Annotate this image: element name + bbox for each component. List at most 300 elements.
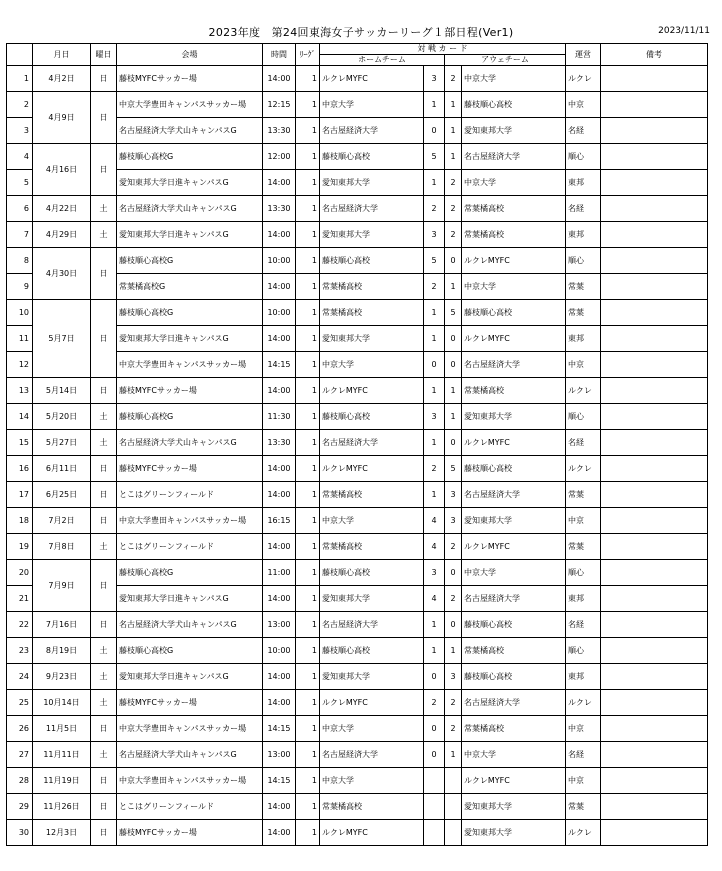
away-team: 名古屋経済大学 bbox=[462, 482, 566, 508]
home-score: 1 bbox=[424, 482, 445, 508]
match-day: 土 bbox=[91, 404, 117, 430]
match-league: 1 bbox=[296, 66, 320, 92]
match-league: 1 bbox=[296, 118, 320, 144]
match-time: 13:30 bbox=[263, 196, 296, 222]
match-time: 13:00 bbox=[263, 742, 296, 768]
table-row bbox=[7, 690, 708, 716]
away-team: 中京大学 bbox=[462, 66, 566, 92]
operator: ルクレ bbox=[566, 66, 601, 92]
row-number: 19 bbox=[7, 534, 33, 560]
home-team: 名古屋経済大学 bbox=[320, 196, 424, 222]
away-score: 0 bbox=[445, 352, 462, 378]
home-team: 常葉橘高校 bbox=[320, 534, 424, 560]
match-date: 5月27日 bbox=[33, 430, 91, 456]
header-number bbox=[7, 44, 33, 66]
match-league: 1 bbox=[296, 820, 320, 846]
match-date: 8月19日 bbox=[33, 638, 91, 664]
match-venue: 中京大学豊田キャンパスサッカー場 bbox=[117, 768, 263, 794]
row-number: 17 bbox=[7, 482, 33, 508]
note bbox=[601, 326, 708, 352]
home-score: 0 bbox=[424, 716, 445, 742]
match-venue: 愛知東邦大学日進キャンパスG bbox=[117, 326, 263, 352]
operator: 中京 bbox=[566, 768, 601, 794]
away-score: 5 bbox=[445, 300, 462, 326]
match-league: 1 bbox=[296, 794, 320, 820]
match-date: 11月5日 bbox=[33, 716, 91, 742]
row-number: 20 bbox=[7, 560, 33, 586]
match-date: 9月23日 bbox=[33, 664, 91, 690]
away-score: 1 bbox=[445, 638, 462, 664]
away-score: 2 bbox=[445, 66, 462, 92]
away-score: 2 bbox=[445, 196, 462, 222]
home-team: 藤枝順心高校 bbox=[320, 638, 424, 664]
match-date: 5月7日 bbox=[33, 300, 91, 378]
note bbox=[601, 430, 708, 456]
home-score: 3 bbox=[424, 404, 445, 430]
match-venue: 藤枝順心高校G bbox=[117, 300, 263, 326]
match-date: 7月16日 bbox=[33, 612, 91, 638]
match-day: 土 bbox=[91, 690, 117, 716]
row-number: 9 bbox=[7, 274, 33, 300]
match-league: 1 bbox=[296, 534, 320, 560]
table-row bbox=[7, 456, 708, 482]
away-team: 常葉橘高校 bbox=[462, 638, 566, 664]
home-score: 4 bbox=[424, 508, 445, 534]
match-day: 日 bbox=[91, 716, 117, 742]
note bbox=[601, 118, 708, 144]
table-row bbox=[7, 820, 708, 846]
row-number: 12 bbox=[7, 352, 33, 378]
home-team: 常葉橘高校 bbox=[320, 482, 424, 508]
match-league: 1 bbox=[296, 716, 320, 742]
table-row bbox=[7, 508, 708, 534]
match-time: 10:00 bbox=[263, 248, 296, 274]
note bbox=[601, 742, 708, 768]
page-title: 2023年度 第24回東海女子サッカーリーグ１部日程(Ver1) bbox=[208, 26, 514, 39]
home-score bbox=[424, 820, 445, 846]
match-date: 11月19日 bbox=[33, 768, 91, 794]
operator: 東邦 bbox=[566, 664, 601, 690]
match-venue: 藤枝順心高校G bbox=[117, 560, 263, 586]
header-date: 月日 bbox=[33, 44, 91, 66]
match-venue: 名古屋経済大学犬山キャンパスG bbox=[117, 612, 263, 638]
away-score: 3 bbox=[445, 508, 462, 534]
match-venue: 愛知東邦大学日進キャンパスG bbox=[117, 586, 263, 612]
note bbox=[601, 690, 708, 716]
note bbox=[601, 352, 708, 378]
match-day: 土 bbox=[91, 664, 117, 690]
match-venue: 愛知東邦大学日進キャンパスG bbox=[117, 170, 263, 196]
match-time: 10:00 bbox=[263, 638, 296, 664]
operator: 常葉 bbox=[566, 300, 601, 326]
away-score: 1 bbox=[445, 742, 462, 768]
match-league: 1 bbox=[296, 560, 320, 586]
match-league: 1 bbox=[296, 352, 320, 378]
away-team: ルクレMYFC bbox=[462, 768, 566, 794]
note bbox=[601, 768, 708, 794]
home-team: 愛知東邦大学 bbox=[320, 222, 424, 248]
home-score: 0 bbox=[424, 664, 445, 690]
operator: ルクレ bbox=[566, 820, 601, 846]
table-row bbox=[7, 534, 708, 560]
row-number: 30 bbox=[7, 820, 33, 846]
header-match-card: 対 戦 カ ー ド bbox=[320, 44, 566, 55]
match-date: 11月26日 bbox=[33, 794, 91, 820]
schedule-table bbox=[6, 43, 708, 846]
match-league: 1 bbox=[296, 430, 320, 456]
away-score: 1 bbox=[445, 404, 462, 430]
row-number: 29 bbox=[7, 794, 33, 820]
match-league: 1 bbox=[296, 664, 320, 690]
match-league: 1 bbox=[296, 170, 320, 196]
note bbox=[601, 196, 708, 222]
match-time: 11:30 bbox=[263, 404, 296, 430]
header-time: 時間 bbox=[263, 44, 296, 66]
home-score bbox=[424, 768, 445, 794]
table-row bbox=[7, 66, 708, 92]
home-score: 1 bbox=[424, 300, 445, 326]
note bbox=[601, 820, 708, 846]
row-number: 15 bbox=[7, 430, 33, 456]
match-venue: 名古屋経済大学犬山キャンパスG bbox=[117, 430, 263, 456]
match-league: 1 bbox=[296, 378, 320, 404]
match-venue: 藤枝順心高校G bbox=[117, 248, 263, 274]
table-row bbox=[7, 612, 708, 638]
match-time: 14:00 bbox=[263, 274, 296, 300]
home-team: 名古屋経済大学 bbox=[320, 742, 424, 768]
away-team: 常葉橘高校 bbox=[462, 378, 566, 404]
match-date: 4月9日 bbox=[33, 92, 91, 144]
row-number: 27 bbox=[7, 742, 33, 768]
home-score: 1 bbox=[424, 638, 445, 664]
match-day: 土 bbox=[91, 222, 117, 248]
home-team: 愛知東邦大学 bbox=[320, 170, 424, 196]
note bbox=[601, 664, 708, 690]
home-team: 愛知東邦大学 bbox=[320, 664, 424, 690]
note bbox=[601, 404, 708, 430]
row-number: 24 bbox=[7, 664, 33, 690]
away-score: 0 bbox=[445, 326, 462, 352]
match-time: 14:00 bbox=[263, 326, 296, 352]
match-date: 4月30日 bbox=[33, 248, 91, 300]
row-number: 10 bbox=[7, 300, 33, 326]
match-day: 日 bbox=[91, 482, 117, 508]
match-time: 14:15 bbox=[263, 716, 296, 742]
home-score: 3 bbox=[424, 222, 445, 248]
match-league: 1 bbox=[296, 326, 320, 352]
home-score: 4 bbox=[424, 586, 445, 612]
note bbox=[601, 378, 708, 404]
match-venue: 中京大学豊田キャンパスサッカー場 bbox=[117, 508, 263, 534]
home-team: 愛知東邦大学 bbox=[320, 586, 424, 612]
home-team: 藤枝順心高校 bbox=[320, 560, 424, 586]
away-team: 常葉橘高校 bbox=[462, 196, 566, 222]
operator: 名経 bbox=[566, 742, 601, 768]
home-score: 1 bbox=[424, 612, 445, 638]
note bbox=[601, 274, 708, 300]
match-time: 12:15 bbox=[263, 92, 296, 118]
operator: 東邦 bbox=[566, 326, 601, 352]
away-team: 中京大学 bbox=[462, 274, 566, 300]
row-number: 8 bbox=[7, 248, 33, 274]
match-venue: 藤枝MYFCサッカー場 bbox=[117, 66, 263, 92]
header-home-team: ホームチーム bbox=[320, 55, 445, 66]
match-league: 1 bbox=[296, 196, 320, 222]
row-number: 18 bbox=[7, 508, 33, 534]
table-row bbox=[7, 664, 708, 690]
away-score: 2 bbox=[445, 222, 462, 248]
table-row bbox=[7, 404, 708, 430]
operator: 名経 bbox=[566, 612, 601, 638]
match-time: 14:00 bbox=[263, 690, 296, 716]
operator: 順心 bbox=[566, 144, 601, 170]
match-time: 16:15 bbox=[263, 508, 296, 534]
away-score: 1 bbox=[445, 274, 462, 300]
home-team: 中京大学 bbox=[320, 92, 424, 118]
table-row bbox=[7, 742, 708, 768]
home-score: 4 bbox=[424, 534, 445, 560]
operator: 常葉 bbox=[566, 534, 601, 560]
home-team: 中京大学 bbox=[320, 508, 424, 534]
operator: 東邦 bbox=[566, 170, 601, 196]
match-league: 1 bbox=[296, 248, 320, 274]
match-day: 日 bbox=[91, 66, 117, 92]
header-league: ﾘｰｸﾞ bbox=[296, 44, 320, 66]
match-venue: 常葉橘高校G bbox=[117, 274, 263, 300]
home-team: 藤枝順心高校 bbox=[320, 144, 424, 170]
row-number: 28 bbox=[7, 768, 33, 794]
home-team: 中京大学 bbox=[320, 352, 424, 378]
match-time: 14:00 bbox=[263, 66, 296, 92]
away-team: 中京大学 bbox=[462, 742, 566, 768]
match-venue: 藤枝MYFCサッカー場 bbox=[117, 456, 263, 482]
row-number: 25 bbox=[7, 690, 33, 716]
match-league: 1 bbox=[296, 456, 320, 482]
away-team: ルクレMYFC bbox=[462, 326, 566, 352]
match-date: 4月2日 bbox=[33, 66, 91, 92]
away-score: 2 bbox=[445, 534, 462, 560]
table-row bbox=[7, 300, 708, 326]
note bbox=[601, 170, 708, 196]
match-venue: 中京大学豊田キャンパスサッカー場 bbox=[117, 352, 263, 378]
away-team: 藤枝順心高校 bbox=[462, 612, 566, 638]
match-time: 12:00 bbox=[263, 144, 296, 170]
header-note: 備考 bbox=[601, 44, 708, 66]
note bbox=[601, 92, 708, 118]
match-time: 10:00 bbox=[263, 300, 296, 326]
away-score: 2 bbox=[445, 170, 462, 196]
away-score: 2 bbox=[445, 586, 462, 612]
match-league: 1 bbox=[296, 638, 320, 664]
match-date: 4月22日 bbox=[33, 196, 91, 222]
match-day: 日 bbox=[91, 508, 117, 534]
match-date: 5月14日 bbox=[33, 378, 91, 404]
operator: 中京 bbox=[566, 92, 601, 118]
header-operator: 運営 bbox=[566, 44, 601, 66]
away-score: 1 bbox=[445, 144, 462, 170]
match-time: 14:00 bbox=[263, 586, 296, 612]
away-team: 名古屋経済大学 bbox=[462, 586, 566, 612]
match-day: 日 bbox=[91, 820, 117, 846]
match-day: 日 bbox=[91, 768, 117, 794]
match-date: 11月11日 bbox=[33, 742, 91, 768]
match-league: 1 bbox=[296, 274, 320, 300]
home-team: 常葉橘高校 bbox=[320, 300, 424, 326]
away-score: 3 bbox=[445, 482, 462, 508]
match-league: 1 bbox=[296, 92, 320, 118]
home-score: 5 bbox=[424, 248, 445, 274]
home-team: ルクレMYFC bbox=[320, 66, 424, 92]
match-league: 1 bbox=[296, 222, 320, 248]
match-day: 日 bbox=[91, 144, 117, 196]
operator: 中京 bbox=[566, 508, 601, 534]
header-away-team: アウェチーム bbox=[445, 55, 566, 66]
operator: 順心 bbox=[566, 248, 601, 274]
away-team: 藤枝順心高校 bbox=[462, 92, 566, 118]
home-team: 藤枝順心高校 bbox=[320, 404, 424, 430]
match-day: 日 bbox=[91, 560, 117, 612]
match-date: 7月8日 bbox=[33, 534, 91, 560]
away-team: 藤枝順心高校 bbox=[462, 456, 566, 482]
home-score: 2 bbox=[424, 196, 445, 222]
match-time: 13:00 bbox=[263, 612, 296, 638]
home-team: 常葉橘高校 bbox=[320, 794, 424, 820]
match-venue: 名古屋経済大学犬山キャンパスG bbox=[117, 118, 263, 144]
operator: 中京 bbox=[566, 352, 601, 378]
away-team: ルクレMYFC bbox=[462, 248, 566, 274]
match-time: 13:30 bbox=[263, 118, 296, 144]
header-venue: 会場 bbox=[117, 44, 263, 66]
note bbox=[601, 300, 708, 326]
match-league: 1 bbox=[296, 404, 320, 430]
away-score: 5 bbox=[445, 456, 462, 482]
match-league: 1 bbox=[296, 612, 320, 638]
row-number: 2 bbox=[7, 92, 33, 118]
row-number: 3 bbox=[7, 118, 33, 144]
home-team: 名古屋経済大学 bbox=[320, 430, 424, 456]
away-score: 0 bbox=[445, 430, 462, 456]
match-day: 日 bbox=[91, 378, 117, 404]
home-score: 5 bbox=[424, 144, 445, 170]
home-score: 2 bbox=[424, 274, 445, 300]
match-day: 土 bbox=[91, 638, 117, 664]
match-time: 14:00 bbox=[263, 664, 296, 690]
match-time: 14:15 bbox=[263, 352, 296, 378]
match-venue: とこはグリーンフィールド bbox=[117, 794, 263, 820]
match-venue: 藤枝順心高校G bbox=[117, 638, 263, 664]
row-number: 13 bbox=[7, 378, 33, 404]
match-time: 14:00 bbox=[263, 534, 296, 560]
away-team: 愛知東邦大学 bbox=[462, 794, 566, 820]
operator: 中京 bbox=[566, 716, 601, 742]
away-team: 藤枝順心高校 bbox=[462, 664, 566, 690]
table-row bbox=[7, 482, 708, 508]
match-venue: 藤枝順心高校G bbox=[117, 404, 263, 430]
note bbox=[601, 716, 708, 742]
home-team: ルクレMYFC bbox=[320, 690, 424, 716]
operator: ルクレ bbox=[566, 378, 601, 404]
home-score bbox=[424, 794, 445, 820]
match-venue: 中京大学豊田キャンパスサッカー場 bbox=[117, 716, 263, 742]
match-date: 7月2日 bbox=[33, 508, 91, 534]
row-number: 4 bbox=[7, 144, 33, 170]
home-score: 0 bbox=[424, 742, 445, 768]
away-team: 愛知東邦大学 bbox=[462, 508, 566, 534]
home-score: 1 bbox=[424, 326, 445, 352]
away-score: 2 bbox=[445, 690, 462, 716]
home-team: 名古屋経済大学 bbox=[320, 612, 424, 638]
note bbox=[601, 144, 708, 170]
operator: 名経 bbox=[566, 196, 601, 222]
table-row bbox=[7, 144, 708, 170]
match-time: 14:00 bbox=[263, 820, 296, 846]
home-team: 常葉橘高校 bbox=[320, 274, 424, 300]
match-time: 14:00 bbox=[263, 222, 296, 248]
table-row bbox=[7, 222, 708, 248]
home-score: 1 bbox=[424, 378, 445, 404]
operator: ルクレ bbox=[566, 690, 601, 716]
note bbox=[601, 638, 708, 664]
home-score: 1 bbox=[424, 430, 445, 456]
away-team: 愛知東邦大学 bbox=[462, 118, 566, 144]
match-day: 日 bbox=[91, 300, 117, 378]
away-team: ルクレMYFC bbox=[462, 430, 566, 456]
row-number: 5 bbox=[7, 170, 33, 196]
away-team: 常葉橘高校 bbox=[462, 716, 566, 742]
note bbox=[601, 612, 708, 638]
home-score: 1 bbox=[424, 170, 445, 196]
away-team: ルクレMYFC bbox=[462, 534, 566, 560]
match-league: 1 bbox=[296, 482, 320, 508]
away-team: 中京大学 bbox=[462, 560, 566, 586]
away-team: 名古屋経済大学 bbox=[462, 690, 566, 716]
note bbox=[601, 794, 708, 820]
operator: 順心 bbox=[566, 404, 601, 430]
away-team: 愛知東邦大学 bbox=[462, 404, 566, 430]
match-time: 14:15 bbox=[263, 768, 296, 794]
home-score: 3 bbox=[424, 66, 445, 92]
revision-date: 2023/11/11 bbox=[658, 26, 710, 36]
match-league: 1 bbox=[296, 586, 320, 612]
table-row bbox=[7, 560, 708, 586]
operator: 名経 bbox=[566, 430, 601, 456]
match-venue: 名古屋経済大学犬山キャンパスG bbox=[117, 742, 263, 768]
table-row bbox=[7, 92, 708, 118]
operator: 常葉 bbox=[566, 274, 601, 300]
table-row bbox=[7, 378, 708, 404]
match-date: 5月20日 bbox=[33, 404, 91, 430]
home-team: 藤枝順心高校 bbox=[320, 248, 424, 274]
home-score: 2 bbox=[424, 690, 445, 716]
note bbox=[601, 560, 708, 586]
away-score: 0 bbox=[445, 248, 462, 274]
match-day: 土 bbox=[91, 196, 117, 222]
away-score: 0 bbox=[445, 560, 462, 586]
match-day: 土 bbox=[91, 742, 117, 768]
match-date: 4月16日 bbox=[33, 144, 91, 196]
home-score: 0 bbox=[424, 118, 445, 144]
match-date: 10月14日 bbox=[33, 690, 91, 716]
home-team: 愛知東邦大学 bbox=[320, 326, 424, 352]
match-date: 4月29日 bbox=[33, 222, 91, 248]
match-venue: 藤枝MYFCサッカー場 bbox=[117, 378, 263, 404]
match-venue: とこはグリーンフィールド bbox=[117, 482, 263, 508]
away-score: 3 bbox=[445, 664, 462, 690]
away-score: 1 bbox=[445, 118, 462, 144]
match-day: 日 bbox=[91, 248, 117, 300]
match-date: 7月9日 bbox=[33, 560, 91, 612]
row-number: 14 bbox=[7, 404, 33, 430]
